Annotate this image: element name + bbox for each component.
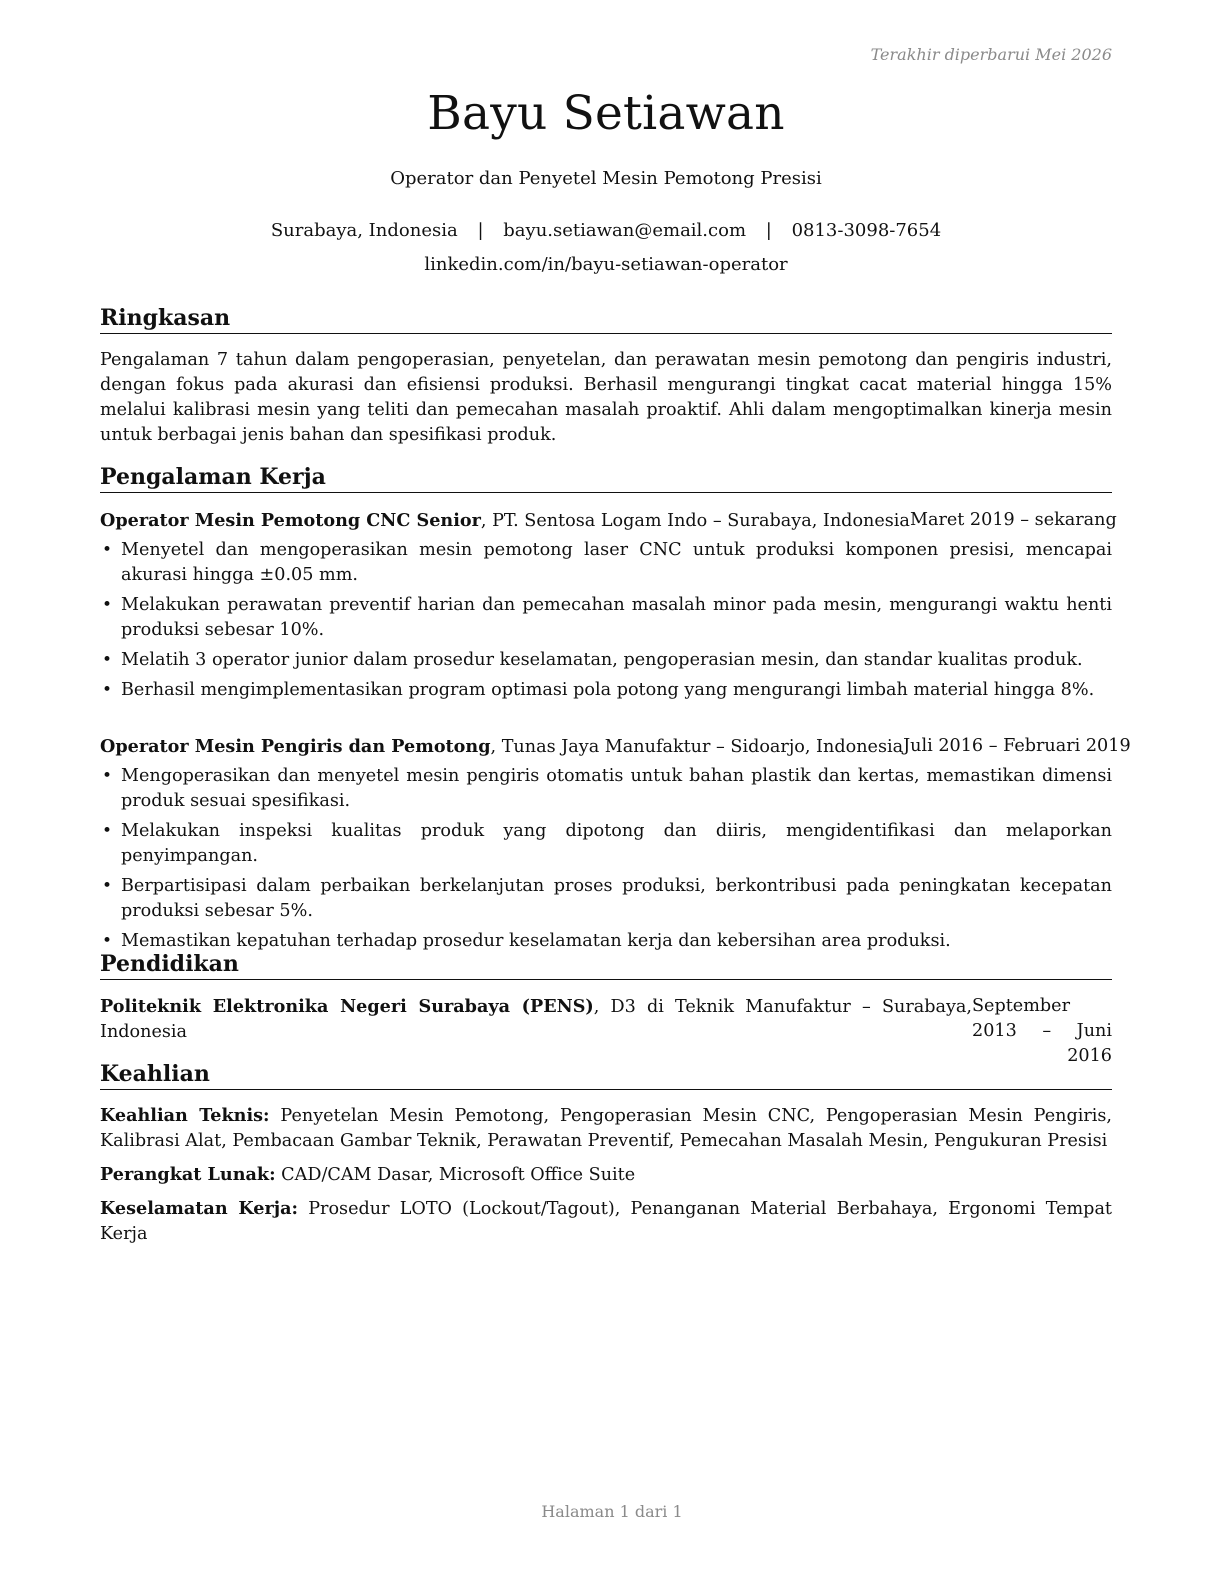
bullet-icon: • bbox=[102, 931, 113, 951]
skill-label: Perangkat Lunak: bbox=[100, 1164, 276, 1185]
bullet-icon: • bbox=[102, 595, 113, 615]
skill-group bbox=[100, 1162, 1112, 1188]
job-header bbox=[100, 734, 1131, 760]
page-footer: Halaman 1 dari 1 bbox=[541, 1502, 683, 1521]
list-item: • Mengoperasikan dan menyetel mesin pengiris otomatis untuk bahan plastik dan kertas, memastikan dimensi produk sesuai spesifikasi. bbox=[102, 766, 1112, 811]
job-bullets bbox=[100, 538, 1112, 708]
linkedin-link[interactable]: linkedin.com/in/bayu-setiawan-operator bbox=[424, 254, 788, 275]
bullet-icon: • bbox=[102, 821, 113, 841]
list-item: • Berhasil mengimplementasikan program optimasi pola potong yang mengurangi limbah material hingga 8%. bbox=[100, 678, 1112, 703]
section-title-experience: Pengalaman Kerja bbox=[100, 463, 1112, 493]
skill-value: Penyetelan Mesin Pemotong, Pengoperasian Mesin CNC, Pengoperasian Mesin Pengiris, Kalibrasi Alat, Pembacaan Gambar Teknik, Perawatan Preventif, Pemecahan Masalah Mesin, Pengukuran Presisi bbox=[100, 1106, 1112, 1151]
skill-value: CAD/CAM Dasar, Microsoft Office Suite bbox=[275, 1165, 636, 1185]
skill-group bbox=[100, 1196, 1112, 1247]
job-title-line bbox=[100, 734, 903, 760]
contact-location: Surabaya, Indonesia bbox=[270, 220, 458, 241]
skill-label: Keahlian Teknis: bbox=[100, 1105, 270, 1126]
list-item: • Berpartisipasi dalam perbaikan berkelanjutan proses produksi, berkontribusi pada peningkatan kecepatan produksi sebesar 5%. bbox=[102, 876, 1112, 921]
list-item: • Melakukan perawatan preventif harian dan pemecahan masalah minor pada mesin, mengurangi waktu henti produksi sebesar 10%. bbox=[102, 595, 1112, 640]
education-entry bbox=[100, 994, 1112, 1069]
education-institution bbox=[100, 994, 972, 1069]
headline: Operator dan Penyetel Mesin Pemotong Presisi bbox=[390, 168, 822, 189]
skill-label: Keselamatan Kerja: bbox=[100, 1198, 298, 1219]
job-bullets bbox=[100, 764, 1112, 959]
bullet-icon: • bbox=[102, 540, 113, 560]
list-item: • Melakukan inspeksi kualitas produk yang dipotong dan diiris, mengidentifikasi dan melaporkan penyimpangan. bbox=[102, 821, 1112, 866]
job-company: , PT. Sentosa Logam Indo – Surabaya, Indonesia bbox=[480, 511, 910, 531]
job-header bbox=[100, 508, 1117, 534]
job-dates: Juli 2016 – Februari 2019 bbox=[903, 736, 1131, 756]
education-detail: , D3 di Teknik Manufaktur – Surabaya, Indonesia bbox=[100, 997, 972, 1042]
bullet-icon: • bbox=[102, 680, 113, 700]
skill-group bbox=[100, 1103, 1112, 1154]
job-title-line bbox=[100, 508, 910, 534]
skill-value: Prosedur LOTO (Lockout/Tagout), Penanganan Material Berbahaya, Ergonomi Tempat Kerja bbox=[100, 1199, 1113, 1244]
list-item: • Melatih 3 operator junior dalam prosedur keselamatan, pengoperasian mesin, dan standar kualitas produk. bbox=[100, 648, 1112, 673]
contact-separator: | bbox=[765, 220, 772, 241]
bullet-icon: • bbox=[102, 876, 113, 896]
contact-line bbox=[100, 220, 1112, 241]
job-role: Operator Mesin Pemotong CNC Senior bbox=[100, 510, 481, 531]
summary-text: Pengalaman 7 tahun dalam pengoperasian, penyetelan, dan perawatan mesin pemotong dan pengiris industri, dengan fokus pada akurasi dan efisiensi produksi. Berhasil mengurangi tingkat cacat material hingga 15% melalui kalibrasi mesin yang teliti dan pemecahan masalah proaktif. Ahli dalam mengoptimalkan kinerja mesin untuk berbagai jenis bahan dan spesifikasi produk. bbox=[100, 350, 1112, 445]
last-updated: Terakhir diperbarui Mei 2026 bbox=[870, 45, 1112, 64]
bullet-icon: • bbox=[102, 766, 113, 786]
list-item: • Menyetel dan mengoperasikan mesin pemotong laser CNC untuk produksi komponen presisi, mencapai akurasi hingga ±0.05 mm. bbox=[102, 540, 1112, 585]
contact-email[interactable]: bayu.setiawan@email.com bbox=[503, 220, 747, 241]
section-title-education: Pendidikan bbox=[100, 950, 1112, 980]
education-school: Politeknik Elektronika Negeri Surabaya (PENS) bbox=[100, 996, 594, 1017]
list-item: • Memastikan kepatuhan terhadap prosedur keselamatan kerja dan kebersihan area produksi. bbox=[100, 929, 1112, 954]
candidate-name: Bayu Setiawan bbox=[427, 86, 785, 141]
contact-separator: | bbox=[477, 220, 484, 241]
job-company: , Tunas Jaya Manufaktur – Sidoarjo, Indonesia bbox=[490, 737, 904, 757]
education-dates: September 2013 – Juni 2016 bbox=[972, 996, 1112, 1066]
job-dates: Maret 2019 – sekarang bbox=[909, 510, 1117, 530]
section-title-skills: Keahlian bbox=[100, 1060, 1112, 1090]
bullet-icon: • bbox=[102, 650, 113, 670]
section-title-summary: Ringkasan bbox=[100, 304, 1112, 334]
job-role: Operator Mesin Pengiris dan Pemotong bbox=[100, 736, 491, 757]
contact-phone: 0813-3098-7654 bbox=[791, 220, 942, 241]
